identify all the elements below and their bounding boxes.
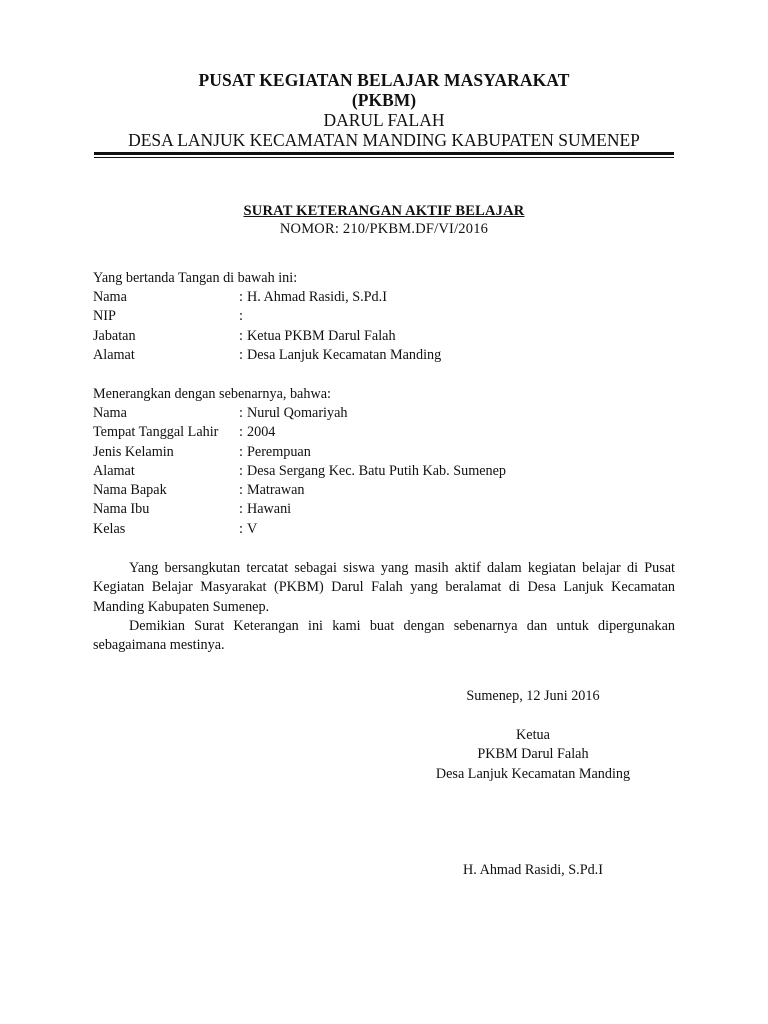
- field-colon: :: [239, 289, 243, 305]
- field-label: Nama: [93, 289, 127, 305]
- student-fields: [93, 404, 675, 539]
- field-value: V: [247, 520, 258, 537]
- field-row: [93, 443, 675, 462]
- signature-position-block: [400, 726, 666, 784]
- field-colon: :: [239, 327, 243, 344]
- signature-place-date: Sumenep, 12 Juni 2016: [466, 688, 600, 704]
- field-label: Jenis Kelamin: [93, 443, 174, 460]
- signer-intro: Yang bertanda Tangan di bawah ini:: [93, 270, 298, 286]
- letterhead-address: DESA LANJUK KECAMATAN MANDING KABUPATEN SUMENEP: [128, 130, 640, 150]
- field-value: Desa Lanjuk Kecamatan Manding: [247, 346, 442, 363]
- field-row: [93, 327, 675, 346]
- letterhead-divider-thin: [94, 157, 674, 158]
- signature-position-address: Desa Lanjuk Kecamatan Manding: [435, 765, 631, 782]
- field-colon: :: [239, 424, 243, 441]
- letterhead-institution: PUSAT KEGIATAN BELAJAR MASYARAKAT: [198, 70, 570, 90]
- letterhead-divider-thick: [94, 152, 674, 155]
- field-value: Perempuan: [247, 443, 311, 460]
- field-label: Alamat: [93, 462, 135, 479]
- letterhead: [94, 70, 674, 150]
- field-row: [93, 423, 675, 442]
- field-row: [93, 404, 675, 423]
- field-value: Ketua PKBM Darul Falah: [247, 327, 396, 344]
- letter-number: NOMOR: 210/PKBM.DF/VI/2016: [279, 221, 489, 237]
- field-colon: :: [239, 443, 243, 460]
- field-row: [93, 481, 675, 500]
- field-label: Nama Ibu: [93, 501, 150, 518]
- field-colon: :: [239, 308, 243, 325]
- field-value: Nurul Qomariyah: [247, 405, 348, 421]
- field-colon: :: [239, 520, 243, 537]
- field-label: Nama Bapak: [93, 482, 167, 499]
- letter-title: SURAT KETERANGAN AKTIF BELAJAR: [243, 203, 525, 219]
- field-row: [93, 462, 675, 481]
- field-row: [93, 288, 675, 307]
- field-label: Alamat: [93, 346, 135, 363]
- field-row: [93, 307, 675, 326]
- field-value: Hawani: [247, 501, 292, 518]
- signature-name: H. Ahmad Rasidi, S.Pd.I: [463, 862, 603, 878]
- field-colon: :: [239, 405, 243, 421]
- signature-position-title: Ketua: [516, 727, 550, 743]
- closing-paragraph: Demikian Surat Keterangan ini kami buat dengan sebenarnya dan untuk dipergunakan sebagaimana mestinya.: [93, 618, 675, 654]
- field-label: Nama: [93, 405, 127, 421]
- field-label: Jabatan: [93, 327, 136, 344]
- field-colon: :: [239, 462, 243, 479]
- field-colon: :: [239, 501, 243, 518]
- field-value: Matrawan: [247, 482, 305, 499]
- field-label: Kelas: [93, 520, 126, 537]
- field-value: H. Ahmad Rasidi, S.Pd.I: [247, 289, 387, 305]
- signature-position-org: PKBM Darul Falah: [477, 746, 589, 763]
- student-intro: Menerangkan dengan sebenarnya, bahwa:: [93, 386, 331, 402]
- field-label: NIP: [93, 308, 116, 325]
- signer-fields: [93, 288, 675, 365]
- field-colon: :: [239, 482, 243, 499]
- field-row: [93, 520, 675, 539]
- field-row: [93, 500, 675, 519]
- letterhead-name: DARUL FALAH: [323, 110, 445, 130]
- field-value: 2004: [247, 424, 276, 441]
- field-value: [247, 307, 675, 326]
- letter-title-block: [94, 202, 674, 238]
- field-colon: :: [239, 346, 243, 363]
- field-value: Desa Sergang Kec. Batu Putih Kab. Sumenep: [247, 462, 507, 479]
- field-row: [93, 346, 675, 365]
- statement-paragraph: Yang bersangkutan tercatat sebagai siswa yang masih aktif dalam kegiatan belajar di Pusat Kegiatan Belajar Masyarakat (PKBM) Darul Falah yang beralamat di Desa Lanjuk Kecamatan Manding Kabupaten Sumenep.: [93, 560, 675, 615]
- field-label: Tempat Tanggal Lahir: [93, 424, 219, 441]
- letterhead-abbreviation: (PKBM): [351, 90, 417, 110]
